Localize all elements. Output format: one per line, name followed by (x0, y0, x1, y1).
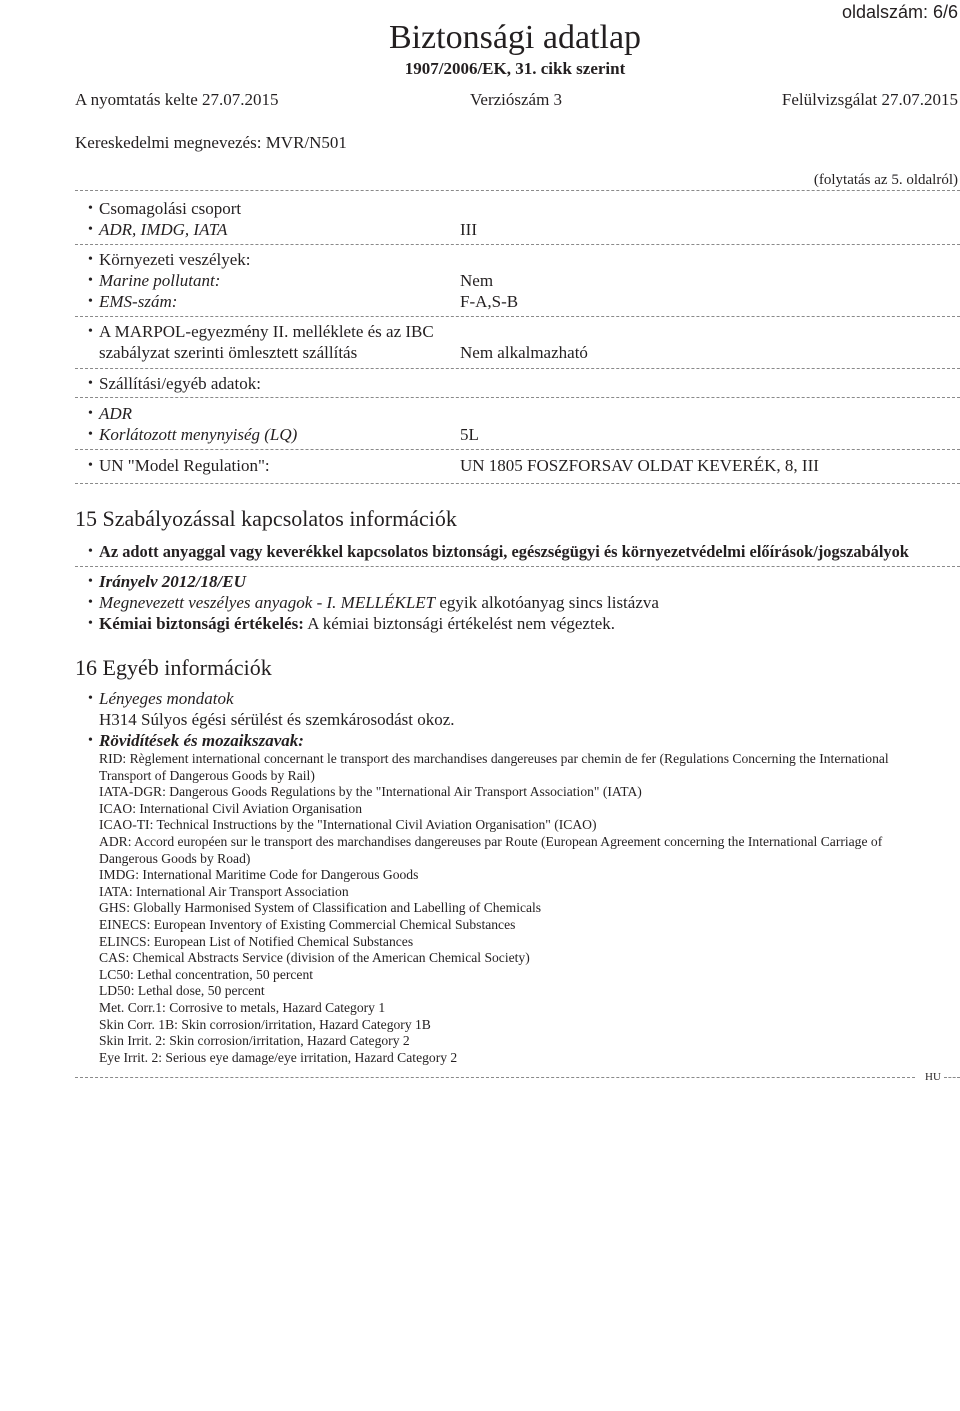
abbreviation-item: ICAO: International Civil Aviation Organisation (99, 800, 363, 816)
bullet-icon: • (88, 222, 93, 237)
bullet-icon: • (88, 252, 93, 267)
bullet-icon: • (88, 574, 93, 589)
h314-phrase: H314 Súlyos égési sérülést és szemkárosodást okoz. (99, 710, 455, 729)
document-title: Biztonsági adatlap (388, 19, 642, 56)
packing-group-sub: ADR, IMDG, IATA (99, 220, 228, 239)
footer-divider-left (75, 1077, 915, 1078)
adr-label: ADR (99, 404, 133, 423)
trade-name: Kereskedelmi megnevezés: MVR/N501 (75, 133, 347, 152)
bullet-icon: • (88, 201, 93, 216)
env-hazards-label: Környezeti veszélyek: (99, 250, 251, 269)
divider (75, 244, 960, 245)
page-number: oldalszám: 6/6 (841, 2, 958, 22)
un-model-label: UN "Model Regulation": (99, 456, 270, 475)
continued-note: (folytatás az 5. oldalról) (813, 172, 958, 188)
abbreviations-label: Rövidítések és mozaikszavak: (99, 731, 304, 750)
bullet-icon: • (88, 691, 93, 706)
ems-value: F-A,S-B (460, 292, 519, 311)
un-model-value: UN 1805 FOSZFORSAV OLDAT KEVERÉK, 8, III (460, 456, 819, 475)
bullet-icon: • (88, 376, 93, 391)
abbreviation-item: IATA-DGR: Dangerous Goods Regulations by the "International Air Transport Association" (IATA) (99, 784, 642, 800)
abbreviation-item: ICAO-TI: Technical Instructions by the "International Civil Aviation Organisation" (ICAO) (99, 817, 597, 833)
lq-label: Korlátozott menynyiség (LQ) (99, 425, 298, 444)
abbreviation-item: ADR: Accord européen sur le transport des marchandises dangereuses par Route (European Agreement concerning the International Carriage of Dangerous Goods by Road) (99, 833, 883, 866)
marpol-value: Nem alkalmazható (460, 343, 588, 362)
abbreviation-item: LD50: Lethal dose, 50 percent (99, 983, 265, 999)
revision-date: Felülvizsgálat 27.07.2015 (781, 90, 958, 109)
section-16-title: 16 Egyéb információk (75, 655, 272, 680)
language-code: HU (925, 1071, 941, 1083)
abbreviation-item: ELINCS: European List of Notified Chemical Substances (99, 933, 414, 949)
abbreviation-item: LC50: Lethal concentration, 50 percent (99, 966, 314, 982)
bullet-icon: • (88, 427, 93, 442)
bullet-icon: • (88, 324, 93, 339)
named-substances-label: Megnevezett veszélyes anyagok - I. MELLÉKLET (99, 593, 436, 612)
relevant-phrases-label: Lényeges mondatok (99, 689, 234, 708)
chem-safety-value: A kémiai biztonsági értékelést nem végeztek. (303, 614, 615, 633)
bullet-icon: • (88, 406, 93, 421)
document-subtitle: 1907/2006/EK, 31. cikk szerint (404, 59, 626, 78)
divider (75, 483, 960, 484)
divider (75, 368, 960, 369)
abbreviation-item: Skin Irrit. 2: Skin corrosion/irritation, Hazard Category 2 (99, 1033, 410, 1049)
abbreviation-item: Met. Corr.1: Corrosive to metals, Hazard Category 1 (99, 999, 386, 1015)
ems-label: EMS-szám: (99, 292, 178, 311)
bullet-icon: • (88, 544, 93, 559)
abbreviation-item: Skin Corr. 1B: Skin corrosion/irritation, Hazard Category 1B (99, 1016, 431, 1032)
print-date: A nyomtatás kelte 27.07.2015 (75, 90, 279, 109)
other-info-label: Szállítási/egyéb adatok: (99, 374, 261, 393)
divider (75, 316, 960, 317)
footer-divider-right (944, 1077, 960, 1078)
abbreviation-item: IMDG: International Maritime Code for Dangerous Goods (99, 867, 419, 883)
bullet-icon: • (88, 616, 93, 631)
lq-value: 5L (460, 425, 479, 444)
bullet-icon: • (88, 273, 93, 288)
section-15-title: 15 Szabályozással kapcsolatos információk (75, 506, 457, 531)
marine-pollutant-value: Nem (460, 271, 494, 290)
abbreviation-item: CAS: Chemical Abstracts Service (division of the American Chemical Society) (99, 950, 530, 966)
marpol-label-line1: A MARPOL-egyezmény II. melléklete és az IBC (99, 322, 434, 341)
version-number: Verziószám 3 (470, 90, 563, 109)
abbreviation-item: EINECS: European Inventory of Existing Commercial Chemical Substances (99, 916, 516, 932)
abbreviation-item: Eye Irrit. 2: Serious eye damage/eye irritation, Hazard Category 2 (99, 1049, 458, 1065)
chem-safety-label: Kémiai biztonsági értékelés: (99, 614, 304, 633)
top-divider (75, 190, 960, 191)
packing-group-label: Csomagolási csoport (99, 199, 242, 218)
bullet-icon: • (88, 595, 93, 610)
bullet-icon: • (88, 458, 93, 473)
abbreviation-item: RID: Règlement international concernant le transport des marchandises dangereuses par chemin de fer (Regulations Concerning the International Transport of Dangerous Goods by Rail) (99, 751, 889, 783)
regulations-intro: Az adott anyaggal vagy keverékkel kapcsolatos biztonsági, egészségügyi és környezetvédelmi előírások/jogszabályok (99, 542, 909, 561)
directive: Irányelv 2012/18/EU (99, 572, 246, 591)
divider (75, 397, 960, 398)
bullet-icon: • (88, 733, 93, 748)
divider (75, 449, 960, 450)
abbreviations-list (99, 751, 929, 1066)
abbreviation-item: GHS: Globally Harmonised System of Classification and Labelling of Chemicals (99, 900, 542, 916)
bullet-icon: • (88, 294, 93, 309)
divider (75, 566, 960, 567)
named-substances-value: egyik alkotóanyag sincs listázva (435, 593, 659, 612)
packing-group-value: III (460, 220, 477, 239)
abbreviation-item: IATA: International Air Transport Association (99, 883, 349, 899)
marpol-label-line2: szabályzat szerinti ömlesztett szállítás (99, 343, 358, 362)
chem-safety-row (99, 613, 615, 635)
marine-pollutant-label: Marine pollutant: (99, 271, 221, 290)
named-substances-row (99, 592, 659, 614)
